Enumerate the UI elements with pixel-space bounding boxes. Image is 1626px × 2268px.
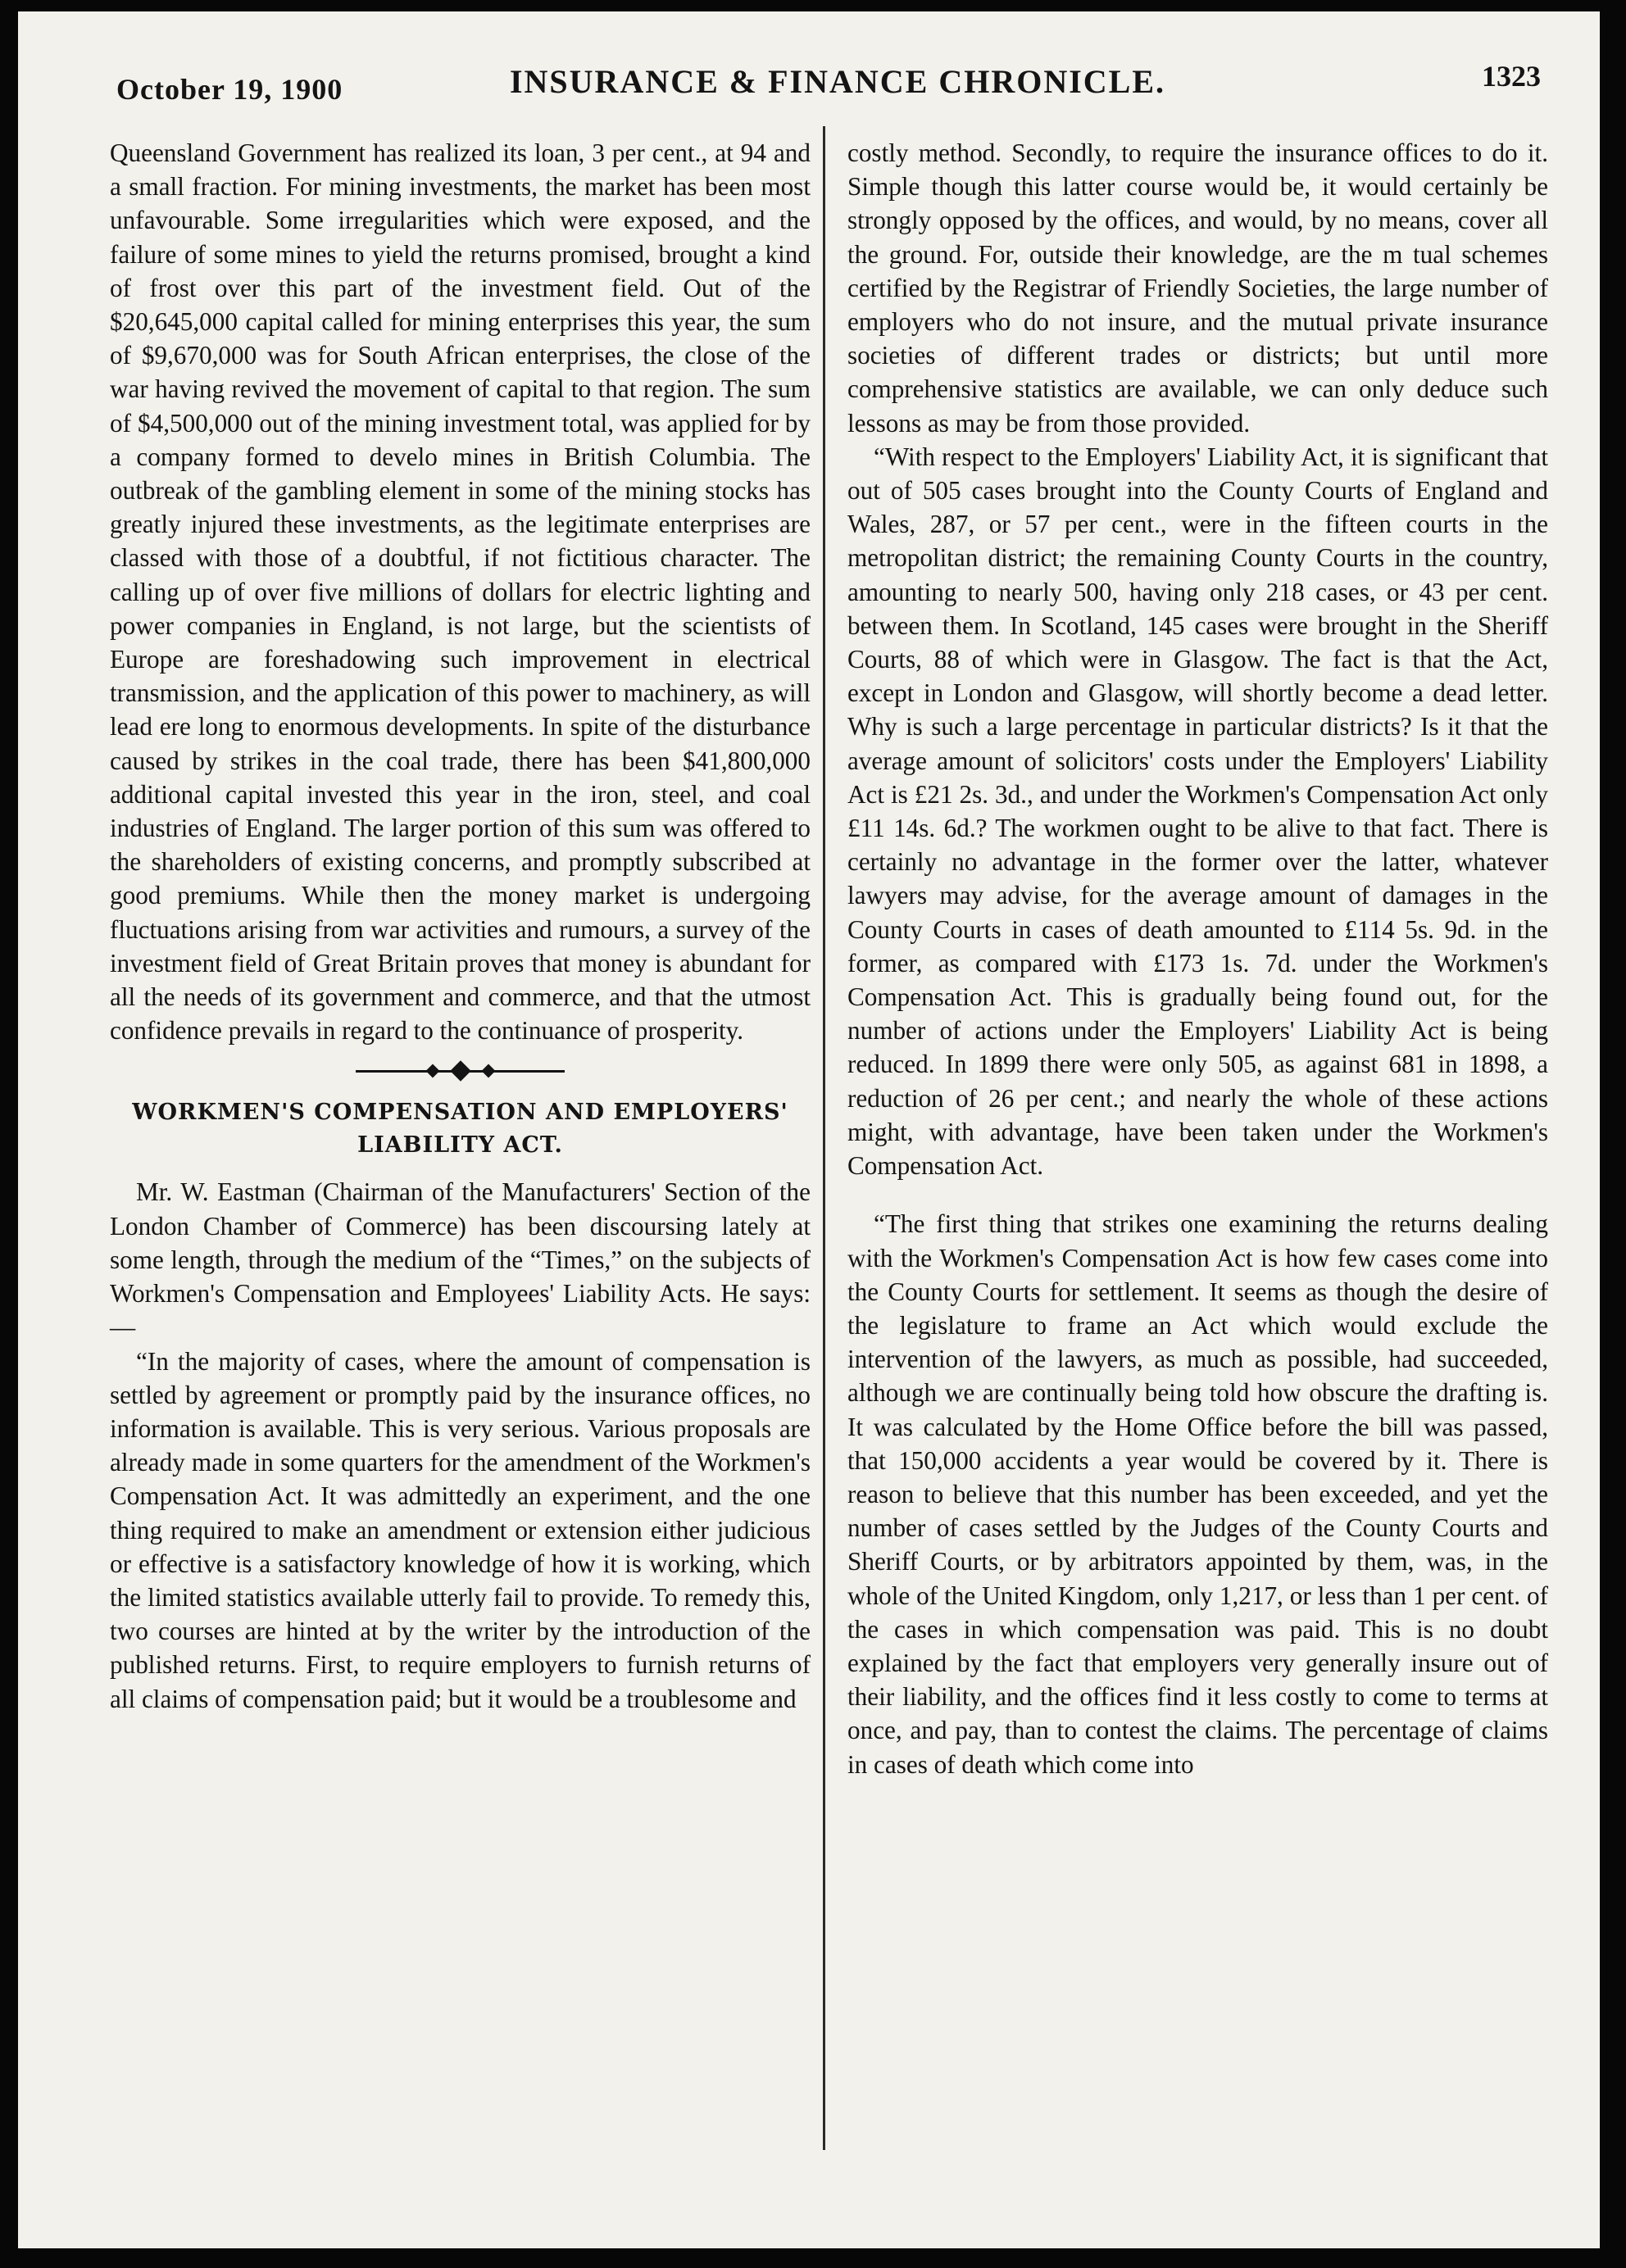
paragraph-employers-liability: “With respect to the Employers' Liability Act, it is significant that out of 505 cases brought into the County Courts of England and Wales, 287, or 57 per cent., were in the fifteen courts in the metropolitan district; the remaining County Courts in the country, amounting to nearly 500, having only 218 cases, or 43 per cent. between them. In Scotland, 145 cases were brought in the Sheriff Courts, 88 of which were in Glasgow. The fact is that the Act, except in London and Glasgow, will shortly become a dead letter. Why is such a large percentage in particular districts? Is it that the average amount of solicitors' costs under the Employers' Liability Act is £21 2s. 3d., and under the Workmen's Compensation Act only £11 14s. 6d.? The workmen ought to be alive to that fact. There is certainly no advantage in the former over the latter, whatever lawyers may advise, for the average amount of damages in the County Courts in cases of death amounted to £114 5s. 9d. in the former, as compared with £173 1s. 7d. under the Workmen's Compensation Act. This is gradually being found out, for the number of actions under the Employers' Liability Act is being reduced. In 1899 there were only 505, as against 681 in 1898, a reduction of 26 per cent.; and nearly the whole of these actions might, with advantage, have been taken under the Workmen's Compensation Act. [847,442,1548,1181]
divider-ornament [450,1061,470,1082]
header-date: October 19, 1900 [116,73,343,106]
left-column [110,136,811,1716]
divider-ornament [425,1064,439,1078]
page-number: 1323 [1482,60,1541,93]
newspaper-page [18,11,1600,2248]
publication-title: INSURANCE & FINANCE CHRONICLE. [509,63,1166,100]
divider-ornament [481,1064,495,1078]
right-column [847,136,1548,1781]
section-divider [110,1059,811,1083]
article-heading-line1: WORKMEN'S COMPENSATION AND EMPLOYERS' [132,1100,788,1126]
article-heading-line2: LIABILITY ACT. [357,1132,563,1159]
paragraph-quote-majority: “In the majority of cases, where the amount of compensation is settled by agreement or promptly paid by the insurance offices, no information is available. This is very serious. Various proposals are already made in some quarters for the amendment of the Workmen's Compensation Act. It was admittedly an experiment, and the one thing required to make an amendment or extension either judicious or effective is a satisfactory knowledge of how it is working, which the limited statistics available utterly fail to provide. To remedy this, two courses are hinted at by the writer by the introduction of the published returns. First, to require employers to furnish returns of all claims of compensation paid; but it would be a troublesome and [110,1346,811,1713]
paragraph-investment: Queensland Government has realized its loan, 3 per cent., at 94 and a small fraction. For mining investments, the market has been most unfavourable. Some irregularities which were exposed, and the failure of some mines to yield the returns promised, brought a kind of frost over this part of the investment field. Out of the $20,645,000 capital called for mining enterprises this year, the sum of $9,670,000 was for South African enterprises, the close of the war having revived the movement of capital to that region. The sum of $4,500,000 out of the mining investment total, was applied for by a company formed to develo mines in British Columbia. The outbreak of the gambling element in some of the mining stocks has greatly injured these investments, as the legitimate enterprises are classed with those of a doubtful, if not fictitious character. The calling up of over five millions of dollars for electric lighting and power companies in England, is not large, but the scientists of Europe are foreshadowing such improvement in electrical transmission, and the application of this power to machinery, as will lead ere long to enormous developments. In spite of the disturbance caused by strikes in the coal trade, there has been $41,800,000 additional capital invested this year in the iron, steel, and coal industries of England. The larger portion of this sum was offered to the shareholders of existing concerns, and promptly subscribed at good premiums. While then the money market is undergoing fluctuations arising from war activities and rumours, a survey of the investment field of Great Britain proves that money is abundant for all the needs of its government and commerce, and that the utmost confidence prevails in regard to the continuance of prosperity. [110,138,811,1046]
paragraph-costly-method: costly method. Secondly, to require the insurance offices to do it. Simple though this latter course would be, it would certainly be strongly opposed by the offices, and would, by no means, cover all the ground. For, outside their knowledge, are the m tual schemes certified by the Registrar of Friendly Societies, the large number of employers who do not insure, and the mutual private insurance societies of different trades or districts; but until more comprehensive statistics are available, we can only deduce such lessons as may be from those provided. [847,138,1548,438]
paragraph-eastman-intro: Mr. W. Eastman (Chairman of the Manufacturers' Section of the London Chamber of Commerce) has been discoursing lately at some length, through the medium of the “Times,” on the subjects of Workmen's Compensation and Employees' Liability Acts. He says:— [110,1177,811,1342]
page-header [116,44,1559,110]
paragraph-first-thing: “The first thing that strikes one examining the returns dealing with the Workmen's Compensation Act is how few cases come into the County Courts for settlement. It seems as though the desire of the legislature to frame an Act which would exclude the intervention of the lawyers, as much as possible, had succeeded, although we are continually being told how obscure the drafting is. It was calculated by the Home Office before the bill was passed, that 150,000 accidents a year would be covered by it. There is reason to believe that this number has been exceeded, and yet the number of cases settled by the Judges of the County Courts and Sheriff Courts, or by arbitrators appointed by them, was, in the whole of the United Kingdom, only 1,217, or less than 1 per cent. of the cases in which compensation was paid. This is no doubt explained by the fact that employers very generally insure out of their liability, and the offices find it less costly to come to terms at once, and pay, than to contest the claims. The percentage of claims in cases of death which come into [847,1209,1548,1779]
column-rule [823,126,825,2150]
article-heading [110,1096,811,1162]
